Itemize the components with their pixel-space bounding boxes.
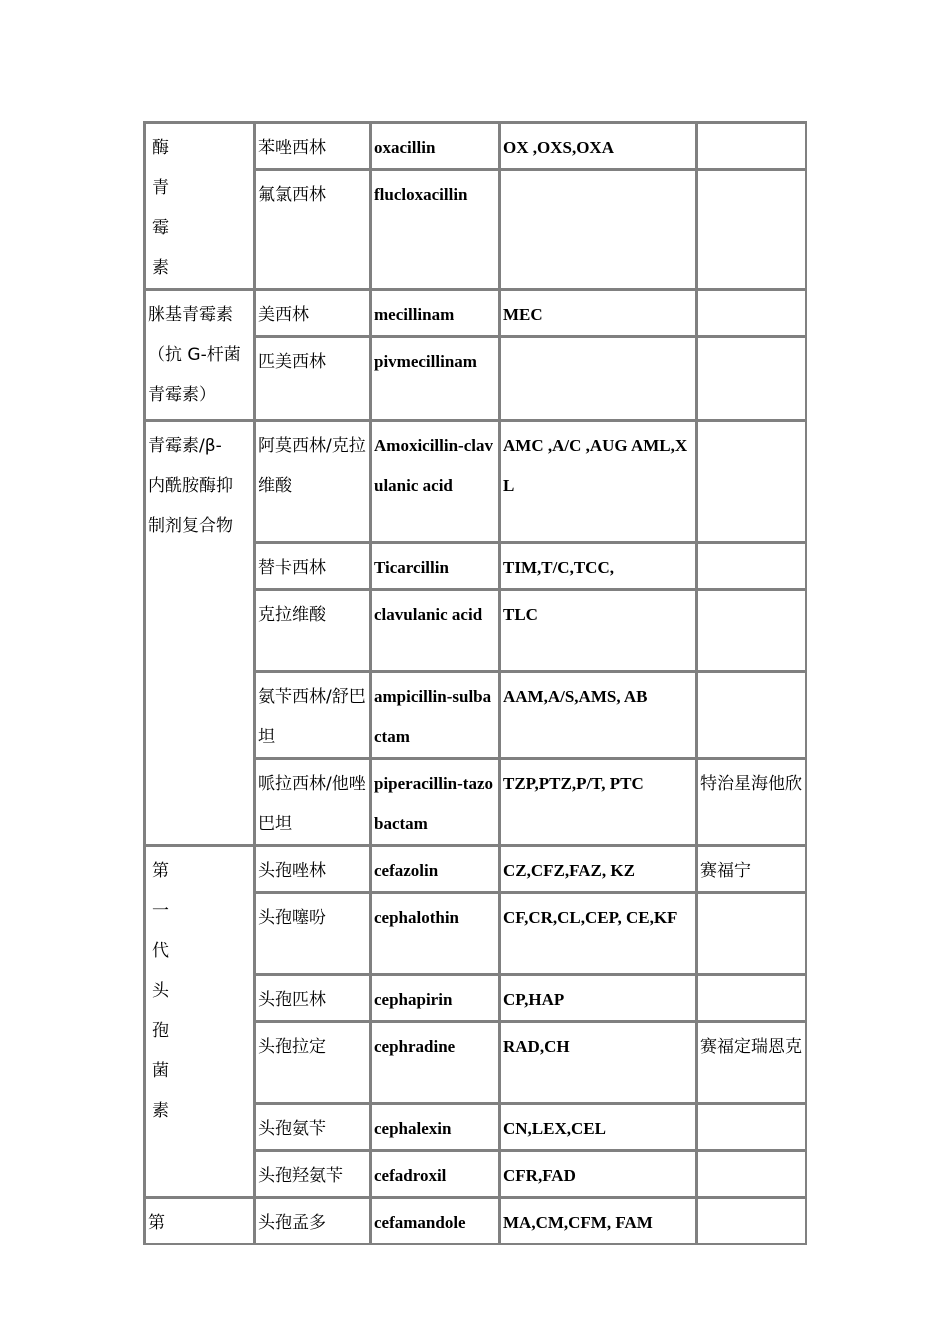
category-line: 青霉素/β- (148, 436, 222, 456)
chinese-name-cell: 替卡西林 (254, 542, 370, 589)
abbreviation-cell: CZ,CFZ,FAZ, KZ (499, 845, 696, 892)
english-name-cell: Amoxicillin-clavulanic acid (370, 420, 499, 542)
abbreviation-cell: CP,HAP (499, 974, 696, 1021)
english-name-cell: cefadroxil (370, 1150, 499, 1197)
category-line: 霉 (152, 218, 169, 238)
english-name-cell: cefazolin (370, 845, 499, 892)
brand-name-cell: 特治星海他欣 (696, 758, 806, 845)
chinese-name-cell: 克拉维酸 (254, 589, 370, 671)
brand-name-cell (696, 671, 806, 758)
category-line: 脒基青霉素 (148, 305, 233, 325)
abbreviation-cell: TLC (499, 589, 696, 671)
category-line: 第 (148, 1213, 165, 1233)
brand-name-cell (696, 1197, 806, 1244)
english-name-cell: mecillinam (370, 289, 499, 336)
english-name-cell: cephalothin (370, 892, 499, 974)
category-line: 素 (152, 1101, 169, 1121)
chinese-name-cell: 头孢氨苄 (254, 1103, 370, 1150)
english-name-cell: clavulanic acid (370, 589, 499, 671)
english-name-cell: ampicillin-sulbactam (370, 671, 499, 758)
category-line: 孢 (152, 1021, 169, 1041)
english-name-cell: piperacillin-tazobactam (370, 758, 499, 845)
table-row (144, 1197, 806, 1244)
abbreviation-cell: CFR,FAD (499, 1150, 696, 1197)
brand-name-cell (696, 122, 806, 169)
english-name-cell: cephapirin (370, 974, 499, 1021)
english-name-cell: pivmecillinam (370, 336, 499, 420)
category-line: 青 (152, 178, 169, 198)
brand-name-cell (696, 974, 806, 1021)
brand-name-cell (696, 892, 806, 974)
chinese-name-cell: 头孢匹林 (254, 974, 370, 1021)
category-line: 素 (152, 258, 169, 278)
table-row (144, 420, 806, 542)
antibiotic-table (143, 121, 807, 1245)
abbreviation-cell (499, 169, 696, 289)
brand-name-cell (696, 336, 806, 420)
category-line: 代 (152, 941, 169, 961)
chinese-name-cell: 苯唑西林 (254, 122, 370, 169)
chinese-name-cell: 哌拉西林/他唑巴坦 (254, 758, 370, 845)
category-line: 第 (152, 861, 169, 881)
brand-name-cell (696, 1150, 806, 1197)
category-line: 内酰胺酶抑 (148, 476, 233, 496)
brand-name-cell (696, 420, 806, 542)
brand-name-cell (696, 589, 806, 671)
category-cell (144, 1197, 254, 1244)
abbreviation-cell: TIM,T/C,TCC, (499, 542, 696, 589)
category-line: 酶 (152, 138, 169, 158)
brand-name-cell (696, 169, 806, 289)
abbreviation-cell: AAM,A/S,AMS, AB (499, 671, 696, 758)
category-cell (144, 845, 254, 1197)
english-name-cell: oxacillin (370, 122, 499, 169)
table-row (144, 289, 806, 336)
abbreviation-cell: TZP,PTZ,P/T, PTC (499, 758, 696, 845)
table-row (144, 122, 806, 169)
chinese-name-cell: 氟氯西林 (254, 169, 370, 289)
abbreviation-cell: CN,LEX,CEL (499, 1103, 696, 1150)
chinese-name-cell: 美西林 (254, 289, 370, 336)
category-line: 菌 (152, 1061, 169, 1081)
abbreviation-cell: RAD,CH (499, 1021, 696, 1103)
chinese-name-cell: 头孢噻吩 (254, 892, 370, 974)
abbreviation-cell: MA,CM,CFM, FAM (499, 1197, 696, 1244)
abbreviation-cell: AMC ,A/C ,AUG AML,XL (499, 420, 696, 542)
category-cell (144, 289, 254, 420)
chinese-name-cell: 头孢唑林 (254, 845, 370, 892)
chinese-name-cell: 匹美西林 (254, 336, 370, 420)
category-cell (144, 122, 254, 289)
category-line: 青霉素） (148, 385, 216, 405)
english-name-cell: cephalexin (370, 1103, 499, 1150)
brand-name-cell (696, 289, 806, 336)
chinese-name-cell: 阿莫西林/克拉维酸 (254, 420, 370, 542)
table-row (144, 845, 806, 892)
category-line: 制剂复合物 (148, 516, 233, 536)
brand-name-cell: 赛福定瑞恩克 (696, 1021, 806, 1103)
category-line: 头 (152, 981, 169, 1001)
chinese-name-cell: 氨苄西林/舒巴坦 (254, 671, 370, 758)
chinese-name-cell: 头孢羟氨苄 (254, 1150, 370, 1197)
abbreviation-cell: OX ,OXS,OXA (499, 122, 696, 169)
abbreviation-cell (499, 336, 696, 420)
english-name-cell: cephradine (370, 1021, 499, 1103)
chinese-name-cell: 头孢拉定 (254, 1021, 370, 1103)
category-line: （抗 G-杆菌 (148, 345, 241, 365)
brand-name-cell (696, 1103, 806, 1150)
abbreviation-cell: MEC (499, 289, 696, 336)
chinese-name-cell: 头孢孟多 (254, 1197, 370, 1244)
brand-name-cell: 赛福宁 (696, 845, 806, 892)
abbreviation-cell: CF,CR,CL,CEP, CE,KF (499, 892, 696, 974)
brand-name-cell (696, 542, 806, 589)
category-cell (144, 420, 254, 845)
english-name-cell: flucloxacillin (370, 169, 499, 289)
english-name-cell: Ticarcillin (370, 542, 499, 589)
category-line: 一 (152, 901, 169, 921)
english-name-cell: cefamandole (370, 1197, 499, 1244)
